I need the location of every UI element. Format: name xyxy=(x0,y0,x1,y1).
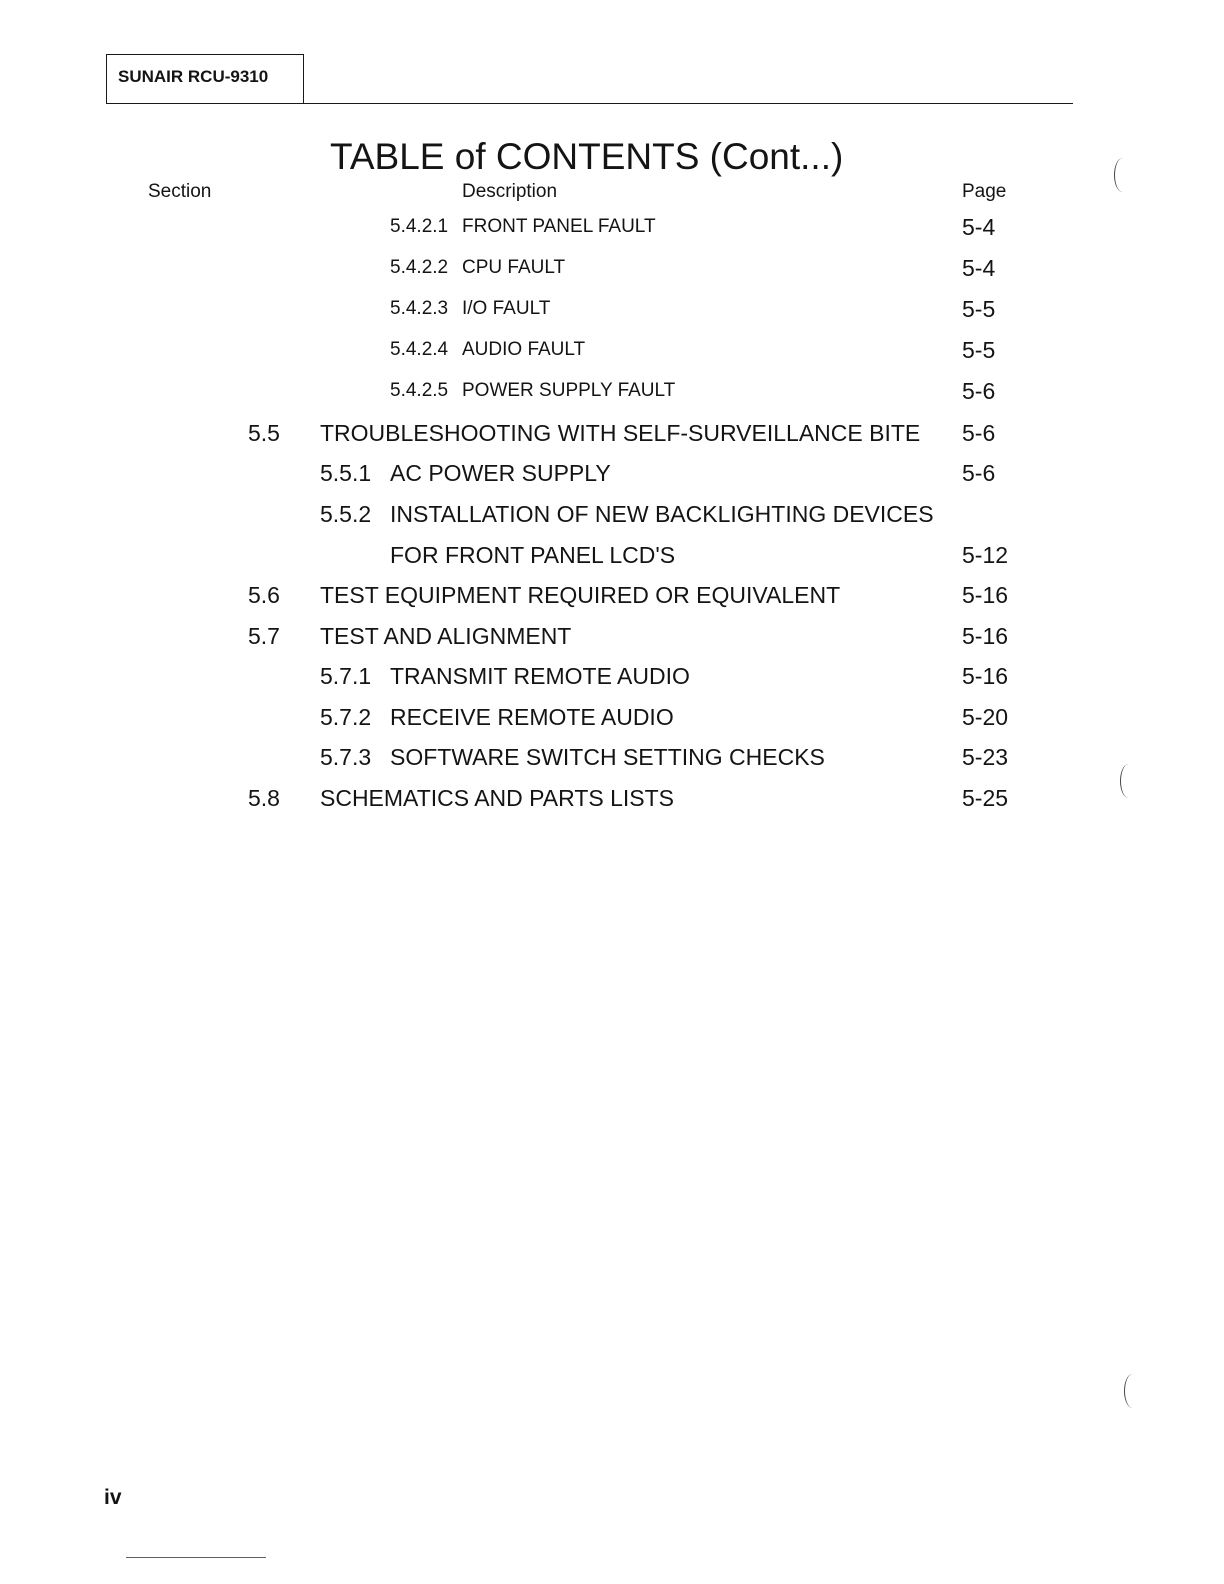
toc-entry-description: FRONT PANEL FAULT xyxy=(462,216,656,237)
toc-entry-description: SCHEMATICS AND PARTS LISTS xyxy=(320,785,675,811)
toc-entry-number: 5.7.2 xyxy=(320,704,372,730)
toc-entry-number: 5.8 xyxy=(248,785,280,811)
toc-entry-number: 5.4.2.5 xyxy=(390,380,449,401)
toc-entry-number: 5.4.2.4 xyxy=(390,339,449,360)
toc-entry-description: TEST AND ALIGNMENT xyxy=(320,623,572,649)
page-title: TABLE of CONTENTS (Cont...) xyxy=(330,136,844,177)
toc-entry-page: 5-4 xyxy=(962,255,996,281)
toc-entry-number: 5.5 xyxy=(248,420,280,446)
toc-entry-page: 5-16 xyxy=(962,663,1009,689)
toc-entry-page: 5-6 xyxy=(962,420,996,446)
toc-entry-page: 5-16 xyxy=(962,582,1009,608)
toc-entry-number: 5.6 xyxy=(248,582,280,608)
bottom-edge-line xyxy=(126,1557,266,1558)
toc-entry-description: POWER SUPPLY FAULT xyxy=(462,380,676,401)
toc-entry-number: 5.5.1 xyxy=(320,460,372,486)
toc-entry-page: 5-6 xyxy=(962,378,996,404)
binder-hole-mark xyxy=(1114,158,1131,192)
header-rule xyxy=(106,103,1073,104)
toc-entry-number: 5.4.2.1 xyxy=(390,216,449,237)
column-header-page: Page xyxy=(962,181,1007,202)
toc-entry-page: 5-5 xyxy=(962,296,996,322)
toc-entry-page: 5-25 xyxy=(962,785,1009,811)
toc-entry-description: SOFTWARE SWITCH SETTING CHECKS xyxy=(390,744,825,770)
toc-entry-page: 5-5 xyxy=(962,337,996,363)
toc-entry-description: INSTALLATION OF NEW BACKLIGHTING DEVICES xyxy=(390,501,934,527)
toc-entry-page: 5-12 xyxy=(962,542,1009,568)
toc-entry-number: 5.5.2 xyxy=(320,501,372,527)
toc-entry-description: AC POWER SUPPLY xyxy=(390,460,611,486)
toc-entry-description: FOR FRONT PANEL LCD'S xyxy=(390,542,676,568)
binder-hole-mark xyxy=(1120,764,1137,798)
toc-entry-page: 5-4 xyxy=(962,214,996,240)
toc-entry-page: 5-16 xyxy=(962,623,1009,649)
toc-entry-page: 5-6 xyxy=(962,460,996,486)
toc-entry-number: 5.4.2.3 xyxy=(390,298,449,319)
toc-entry-description: I/O FAULT xyxy=(462,298,551,319)
binder-hole-mark xyxy=(1124,1374,1141,1408)
column-header-description: Description xyxy=(462,181,558,202)
toc-entry-description: AUDIO FAULT xyxy=(462,339,586,360)
toc-entry-number: 5.7 xyxy=(248,623,280,649)
toc-entry-description: TRANSMIT REMOTE AUDIO xyxy=(390,663,690,689)
toc-entry-number: 5.4.2.2 xyxy=(390,257,449,278)
toc-entry-description: CPU FAULT xyxy=(462,257,566,278)
toc-entry-description: RECEIVE REMOTE AUDIO xyxy=(390,704,674,730)
document-header-label: SUNAIR RCU-9310 xyxy=(118,67,269,86)
column-header-section: Section xyxy=(148,181,212,202)
toc-entry-description: TROUBLESHOOTING WITH SELF-SURVEILLANCE BITE xyxy=(320,420,921,446)
toc-entry-page: 5-23 xyxy=(962,744,1009,770)
toc-entry-number: 5.7.1 xyxy=(320,663,372,689)
toc-entry-page: 5-20 xyxy=(962,704,1009,730)
page-number: iv xyxy=(104,1486,122,1509)
toc-entry-description: TEST EQUIPMENT REQUIRED OR EQUIVALENT xyxy=(320,582,841,608)
toc-entry-number: 5.7.3 xyxy=(320,744,372,770)
